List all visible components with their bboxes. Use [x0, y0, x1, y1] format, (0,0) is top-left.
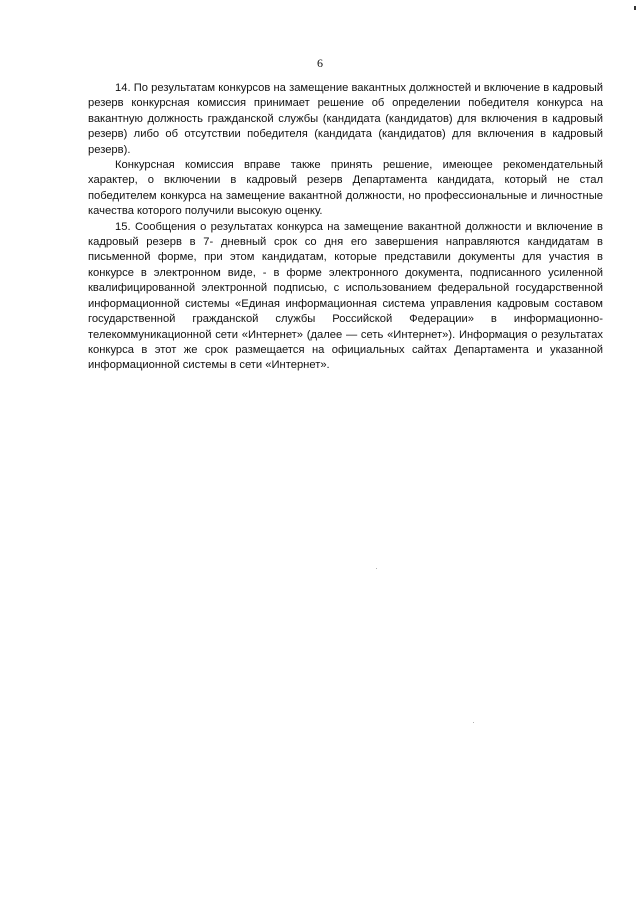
paragraph-14: 14. По результатам конкурсов на замещение вакантных должностей и включение в кадровый резерв конкурсная комиссия принимает решение об определении победителя конкурса на вакантную должность гражданской службы (кандидата (кандидатов) для включения в кадровый резерв) либо об отсутствии победителя (кандидата (кандидатов) для включения в кадровый резерв).: [88, 82, 603, 156]
scan-speck: [376, 568, 377, 569]
page-number: 6: [317, 56, 323, 70]
scan-speck: [473, 722, 474, 723]
paragraph-15: 15. Сообщения о результатах конкурса на замещение вакантной должности и включение в кадровый резерв в 7- дневный срок со дня его завершения направляются кандидатам в письменной форме, при этом кандидатам, которые представили документы для участия в конкурсе в электронном виде, - в форме электронного документа, подписанного усиленной квалифицированной электронной подписью, с использованием федеральной государственной информационной системы «Единая информационная система управления кадровым составом государственной гражданской службы Российской Федерации» в информационно-телекоммуникационной сети «Интернет» (далее — сеть «Интернет»). Информация о результатах конкурса в этот же срок размещается на официальных сайтах Департамента и указанной информационной системы в сети «Интернет».: [88, 220, 603, 372]
document-body: [88, 81, 603, 374]
corner-scan-mark: [634, 6, 636, 10]
paragraph-commission-recommendation: Конкурсная комиссия вправе также принять решение, имеющее рекомендательный характер, о включении в кадровый резерв Департамента кандидата, который не стал победителем конкурса на замещение вакантной должности, но профессиональные и личностные качества которого получили высокую оценку.: [88, 159, 603, 218]
